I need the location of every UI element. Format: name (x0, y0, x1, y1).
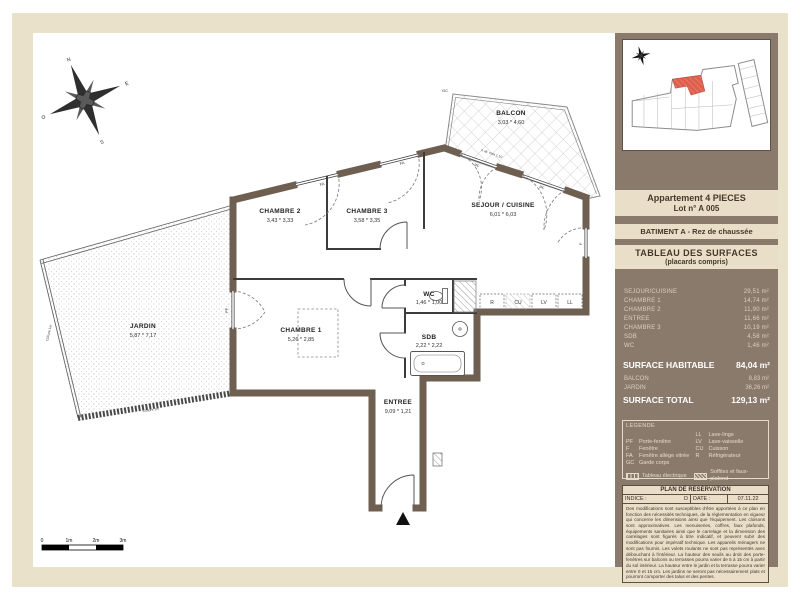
reservation-box (622, 485, 769, 583)
svg-text:2,22 * 2,22: 2,22 * 2,22 (415, 343, 443, 349)
reservation-disclaimer: Des modifications sont susceptibles d'être apportées à ce plan en fonction des nécessités techniques, de la réglementation en vigueur qui concerne les dimensions ainsi que l'équipement. Les cloisons sont approximatives. Les menuiseries, coffres, faux plafonds, équipements sanitaires ainsi que le carrelage et la dimension des carrelages sont figurés à titre indicatif, et peuvent subir des modifications pour impératif technique. Les appareils ménagers ne sont pas fournis. Les volets roulants ne sont pas représentés avec débouchant à l'intérieur. La hauteur des seuils au droit des porte-fenêtres sur balcons ou terrasses pourra varier de 5 à 15 cm à partir du sol intérieur. La hauteur entre le jardin et la terrasse pourra varier entre 0 et 15 cm. Les jardins ne seront pas nécessairement plats et pourront comporter des talus et des pentes. (626, 506, 765, 580)
svg-text:PF: PF (224, 307, 229, 313)
surface-total-row: SURFACE TOTAL 129,13 m² (623, 395, 770, 405)
balcony-area (442, 88, 600, 199)
svg-text:FA: FA (319, 181, 325, 187)
room-label-sdb (416, 334, 443, 349)
svg-text:S: S (99, 139, 105, 147)
entrance-arrow-icon (396, 512, 410, 525)
surface-table (615, 288, 778, 351)
svg-text:N: N (66, 56, 72, 64)
svg-text:9,09 * 1,21: 9,09 * 1,21 (384, 409, 412, 415)
fence-label-bottom: Clôture 1m (142, 406, 160, 414)
svg-text:3,58 * 3,35: 3,58 * 3,35 (353, 218, 381, 224)
svg-text:2m: 2m (92, 538, 100, 544)
cooktop-tag: CU (514, 300, 522, 306)
svg-text:ENTREE: ENTREE (383, 399, 413, 406)
scale-bar (41, 538, 127, 550)
room-label-chambre3 (346, 208, 387, 224)
svg-text:5,26 * 2,85: 5,26 * 2,85 (287, 337, 315, 343)
svg-text:PF: PF (538, 184, 546, 191)
svg-text:E: E (124, 80, 130, 88)
washer-tag: LL (567, 300, 573, 306)
surface-row: CHAMBRE 2 11,90 m² (624, 307, 769, 313)
legend-item: PF Porte-fenêtre (626, 439, 672, 445)
floor-plan-drawing (33, 33, 608, 567)
svg-text:BALCON: BALCON (496, 110, 526, 117)
svg-text:1,46 * 1,00: 1,46 * 1,00 (415, 300, 443, 306)
svg-text:3m: 3m (119, 538, 127, 544)
electrical-panel-legend-icon (626, 473, 639, 480)
info-panel (615, 33, 778, 580)
legend-soffits: Soffites et faux-plafond (694, 469, 765, 483)
svg-text:h all. max 1,10: h all. max 1,10 (480, 148, 503, 160)
svg-text:CHAMBRE 1: CHAMBRE 1 (280, 327, 322, 334)
legend-item: LV Lave-vaisselle (695, 439, 744, 445)
svg-text:6,01 * 6,03: 6,01 * 6,03 (489, 212, 517, 218)
fridge-tag: R (490, 300, 494, 306)
window-glyphs (233, 154, 586, 329)
lot-title-band (615, 190, 778, 216)
guardrail-tag: GC (442, 88, 448, 93)
svg-text:3,03 * 4,60: 3,03 * 4,60 (497, 120, 525, 126)
keyplan-north-icon (629, 44, 653, 68)
svg-text:5,87 * 7,17: 5,87 * 7,17 (129, 333, 157, 339)
surface-habitable-row: SURFACE HABITABLE 84,04 m² (623, 360, 770, 370)
surface-row: ENTREE 11,66 m² (624, 316, 769, 322)
keyplan-map (623, 40, 770, 148)
svg-text:O: O (40, 114, 47, 122)
soffit-area (454, 281, 476, 312)
soffit-legend-icon (694, 473, 707, 480)
reservation-index-row: INDICE : D DATE : 07.11.22 (623, 495, 768, 504)
surface-table-title: TABLEAU DES SURFACES (635, 248, 758, 258)
dishwasher-tag: LV (541, 300, 547, 306)
legend-item: GC Garde corps (626, 460, 670, 466)
surface-row: WC 1,46 m² (624, 343, 769, 349)
svg-text:CHAMBRE 2: CHAMBRE 2 (259, 208, 301, 215)
svg-text:SDB: SDB (421, 334, 437, 341)
svg-text:JARDIN: JARDIN (130, 323, 156, 330)
surface-table-band (615, 245, 778, 269)
svg-text:0: 0 (40, 538, 44, 544)
building-band: BATIMENT A - Rez de chaussée (615, 224, 778, 239)
svg-text:F: F (578, 242, 583, 245)
door-arcs (344, 222, 414, 508)
legend-title: LEGENDE (626, 423, 656, 429)
legend-box (622, 420, 769, 482)
legend-item: CU Cuisson (695, 446, 729, 452)
surface-row: CHAMBRE 3 10,19 m² (624, 325, 769, 331)
room-label-entree (384, 399, 413, 415)
svg-text:FA: FA (399, 160, 405, 166)
legend-item: LL Lave-linge (695, 432, 734, 438)
legend-item: F Fenêtre (626, 446, 658, 452)
kitchen-appliances (480, 294, 582, 310)
room-label-chambre2 (259, 208, 300, 224)
surface-row: SDB 4,58 m² (624, 334, 769, 340)
svg-text:3,43 * 3,33: 3,43 * 3,33 (266, 218, 294, 224)
surface-row: SEJOUR/CUISINE 29,51 m² (624, 289, 769, 295)
legend-item: R Réfrigérateur (695, 453, 741, 459)
electrical-panel-symbol (433, 453, 442, 466)
legend-electrical: Tableau électrique (626, 469, 694, 483)
room-label-chambre1 (280, 327, 321, 343)
surface-table-subtitle: (placards compris) (665, 259, 728, 266)
compass-rose-icon (33, 40, 147, 163)
svg-text:1m: 1m (65, 538, 73, 544)
lot-number: Lot n° A 005 (673, 204, 720, 213)
keyplan-box (622, 39, 771, 151)
surface-row: CHAMBRE 1 14,74 m² (624, 298, 769, 304)
svg-text:WC: WC (423, 291, 435, 298)
legend-item: FA Fenêtre allège vitrée (626, 453, 690, 459)
svg-text:PF: PF (473, 162, 481, 169)
jardin-area (40, 205, 233, 418)
jardin-row: JARDIN 36,26 m² (624, 385, 769, 391)
svg-text:SEJOUR / CUISINE: SEJOUR / CUISINE (471, 202, 535, 209)
svg-text:CHAMBRE 3: CHAMBRE 3 (346, 208, 388, 215)
apartment-title: Appartement 4 PIECES (647, 193, 746, 203)
keyplan-building-b (738, 60, 767, 127)
balcon-row: BALCON 8,83 m² (624, 376, 769, 382)
fence-label-left: Clôture 1m (45, 324, 53, 342)
reservation-title: PLAN DE RESERVATION (623, 486, 768, 495)
room-label-sejour-cuisine (471, 202, 535, 218)
